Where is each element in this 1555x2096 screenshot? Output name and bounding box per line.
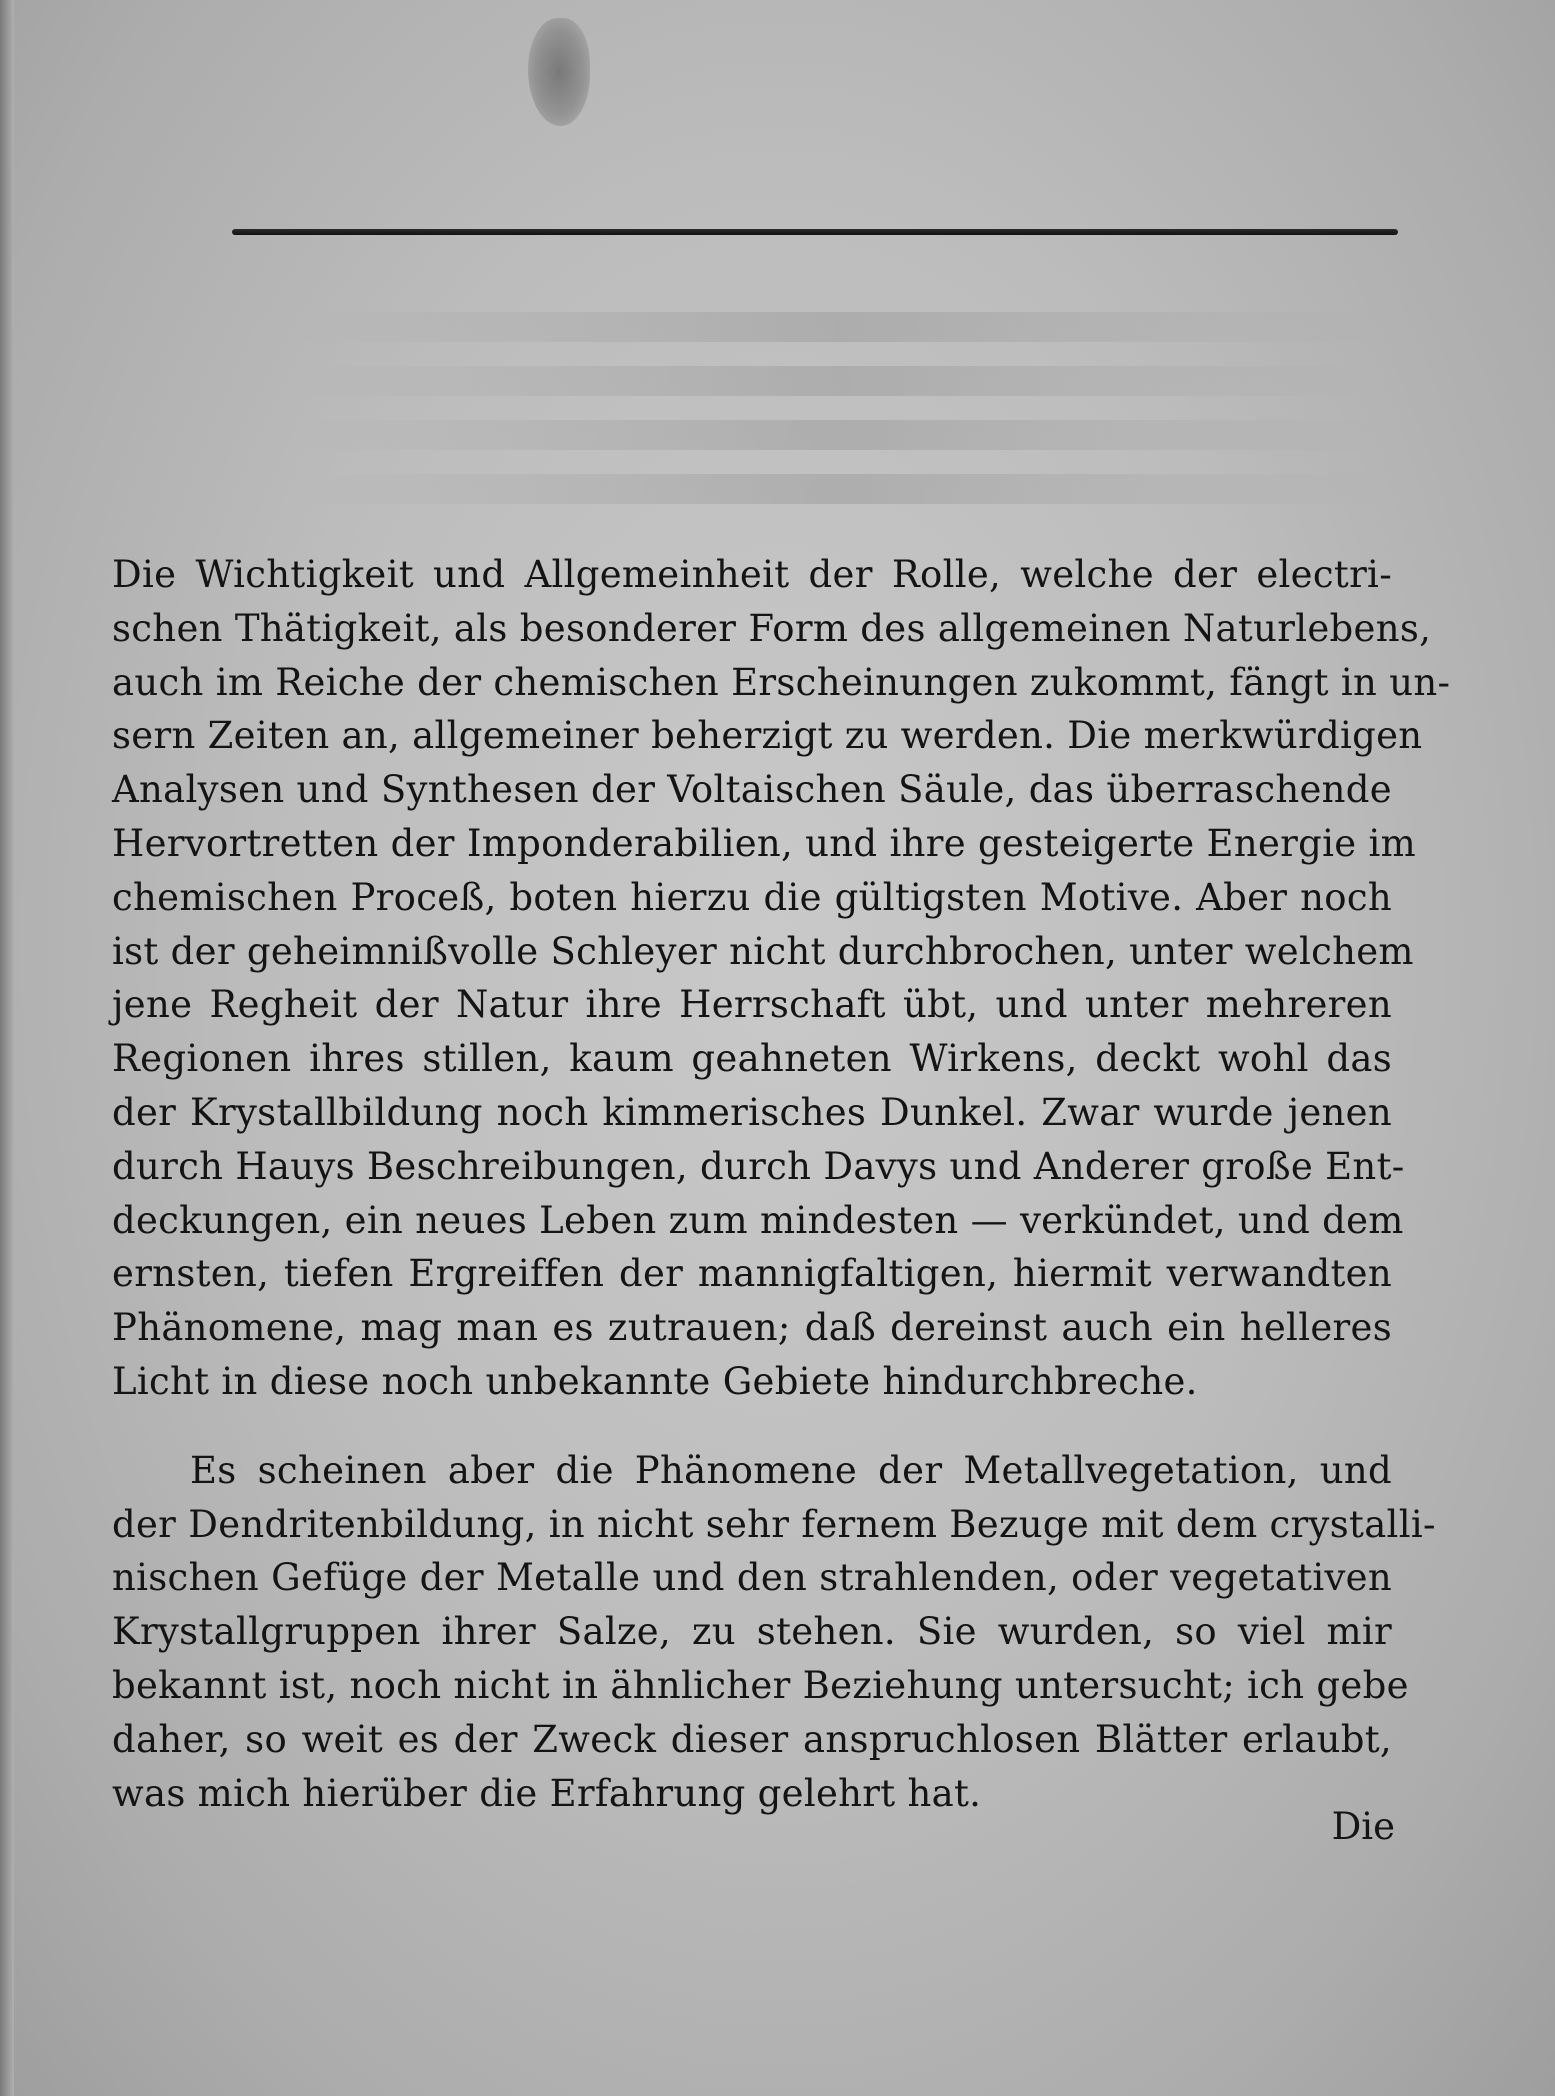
text-line: ist der geheimnißvolle Schleyer nicht durchbrochen, unter welchem xyxy=(112,929,1414,973)
text-line: der Krystallbildung noch kimmerisches Dunkel. Zwar wurde jenen xyxy=(112,1090,1392,1134)
text-line: chemischen Proceß, boten hierzu die gültigsten Motive. Aber noch xyxy=(112,875,1392,919)
paragraph-2 xyxy=(112,1444,1436,1821)
page-gutter-shadow xyxy=(0,0,14,2096)
paragraph-1 xyxy=(112,548,1451,1409)
show-through-line xyxy=(300,474,1380,504)
text-line: bekannt ist, noch nicht in ähnlicher Beziehung untersucht; ich gebe xyxy=(112,1663,1409,1707)
catchword: Die xyxy=(1331,1805,1395,1848)
body-text xyxy=(112,548,1451,1820)
text-line: der Dendritenbildung, in nicht sehr fernem Bezuge mit dem crystalli- xyxy=(112,1502,1436,1546)
text-line: nischen Gefüge der Metalle und den strahlenden, oder vegetativen xyxy=(112,1556,1392,1600)
text-line: durch Hauys Beschreibungen, durch Davys und Anderer große Ent- xyxy=(112,1144,1405,1188)
text-line: sern Zeiten an, allgemeiner beherzigt zu werden. Die merkwürdigen xyxy=(112,714,1423,758)
text-line: Hervortretten der Imponderabilien, und ihre gesteigerte Energie im xyxy=(112,821,1417,865)
show-through-line xyxy=(300,420,1380,450)
show-through-line xyxy=(300,312,1380,342)
text-line: was mich hierüber die Erfahrung gelehrt hat. xyxy=(112,1771,982,1815)
show-through-line xyxy=(300,366,1380,396)
text-line: auch im Reiche der chemischen Erscheinungen zukommt, fängt in un- xyxy=(112,660,1451,704)
text-line: schen Thätigkeit, als besonderer Form des allgemeinen Naturlebens, xyxy=(112,606,1432,650)
text-line: Es scheinen aber die Phänomene der Metallvegetation, und xyxy=(190,1448,1392,1492)
text-line: Regionen ihres stillen, kaum geahneten Wirkens, deckt wohl das xyxy=(112,1037,1392,1081)
text-line: deckungen, ein neues Leben zum mindesten — verkündet, und dem xyxy=(112,1198,1404,1242)
text-line: Analysen und Synthesen der Voltaischen Säule, das überraschende xyxy=(112,768,1392,812)
text-line: jene Regheit der Natur ihre Herrschaft übt, und unter mehreren xyxy=(112,983,1392,1027)
text-line: Die Wichtigkeit und Allgemeinheit der Rolle, welche der electri- xyxy=(112,553,1392,596)
text-line: ernsten, tiefen Ergreiffen der mannigfaltigen, hiermit verwandten xyxy=(112,1252,1392,1296)
text-line: Phänomene, mag man es zutrauen; daß dereinst auch ein helleres xyxy=(112,1306,1392,1350)
section-rule xyxy=(232,229,1398,235)
ink-stain xyxy=(528,18,590,126)
text-line: Krystallgruppen ihrer Salze, zu stehen. Sie wurden, so viel mir xyxy=(112,1610,1392,1654)
text-line: Licht in diese noch unbekannte Gebiete hindurchbreche. xyxy=(112,1359,1198,1403)
paragraph-spacer xyxy=(112,1409,1392,1444)
text-line: daher, so weit es der Zweck dieser anspruchlosen Blätter erlaubt, xyxy=(112,1717,1392,1761)
